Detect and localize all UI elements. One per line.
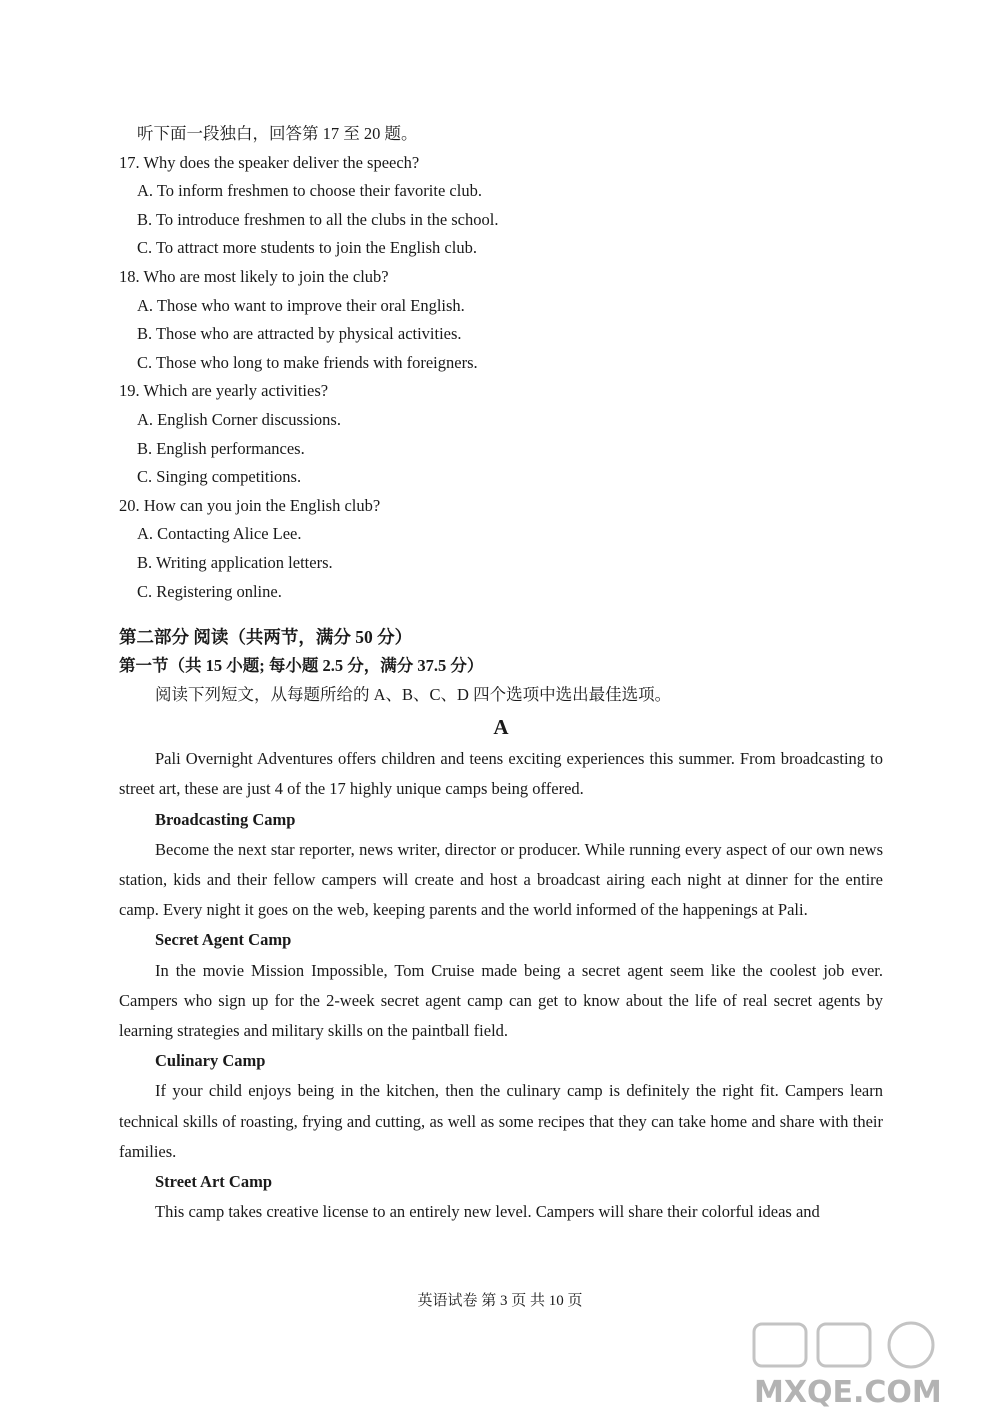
camp-heading: Broadcasting Camp	[155, 809, 296, 829]
camp-heading: Culinary Camp	[155, 1051, 266, 1071]
listening-intro: 听下面一段独白，回答第 17 至 20 题。	[137, 124, 418, 143]
camp-heading: Secret Agent Camp	[155, 930, 292, 950]
option-b: B. English performances.	[137, 438, 305, 458]
question-19	[119, 377, 883, 491]
question-20	[119, 492, 883, 606]
part-title: 第二部分 阅读（共两节，满分 50 分）	[119, 627, 413, 648]
option-b: B. Those who are attracted by physical activities.	[137, 324, 462, 344]
option-c: C. Registering online.	[137, 581, 282, 601]
page-content	[119, 120, 883, 1227]
question-stem: 20. How can you join the English club?	[119, 495, 381, 515]
question-stem: 18. Who are most likely to join the club?	[119, 266, 389, 286]
reading-instruction: 阅读下列短文，从每题所给的 A、B、C、D 四个选项中选出最佳选项。	[155, 685, 672, 705]
option-a: A. Those who want to improve their oral English.	[137, 295, 465, 315]
option-a: A. Contacting Alice Lee.	[137, 524, 302, 544]
question-18	[119, 263, 883, 377]
section-title: 第一节（共 15 小题; 每小题 2.5 分，满分 37.5 分）	[119, 656, 484, 676]
option-b: B. To introduce freshmen to all the clubs in the school.	[137, 209, 499, 229]
option-a: A. To inform freshmen to choose their favorite club.	[137, 181, 482, 201]
passage-intro-paragraph: Pali Overnight Adventures offers children and teens exciting experiences this summer. From broadcasting to street art, these are just 4 of the 17 highly unique camps being offered.	[119, 749, 883, 799]
option-c: C. Those who long to make friends with foreigners.	[137, 352, 478, 372]
question-stem: 19. Which are yearly activities?	[119, 381, 329, 401]
option-c: C. Singing competitions.	[137, 467, 302, 487]
camp-description: If your child enjoys being in the kitchen, then the culinary camp is definitely the right fit. Campers learn technical skills of roasting, frying and cutting, as well as some recipes that they can take home and share with their families.	[119, 1081, 883, 1161]
watermark-text: MXQE.COM	[754, 1375, 942, 1408]
camp-description: This camp takes creative license to an entirely new level. Campers will share their colorful ideas and	[155, 1202, 820, 1222]
option-b: B. Writing application letters.	[137, 552, 333, 572]
page-footer: 英语试卷 第 3 页 共 10 页	[417, 1293, 583, 1309]
camp-heading: Street Art Camp	[155, 1171, 272, 1191]
question-17	[119, 149, 883, 263]
passage-label: A	[493, 715, 509, 740]
camp-description: Become the next star reporter, news writer, director or producer. While running every aspect of our own news station, kids and their fellow campers will create and host a broadcast airing each night at dinner for the entire camp. Every night it goes on the web, keeping parents and the world informed of the happenings at Pali.	[119, 839, 883, 920]
option-a: A. English Corner discussions.	[137, 409, 341, 429]
option-c: C. To attract more students to join the English club.	[137, 238, 477, 258]
watermark-logo	[746, 1318, 976, 1408]
camp-description: In the movie Mission Impossible, Tom Cruise made being a secret agent seem like the coolest job ever. Campers who sign up for the 2-week secret agent camp can get to know about the life of real secret agents by learning strategies and military skills on the paintball field.	[119, 960, 883, 1040]
question-stem: 17. Why does the speaker deliver the speech?	[119, 152, 420, 172]
